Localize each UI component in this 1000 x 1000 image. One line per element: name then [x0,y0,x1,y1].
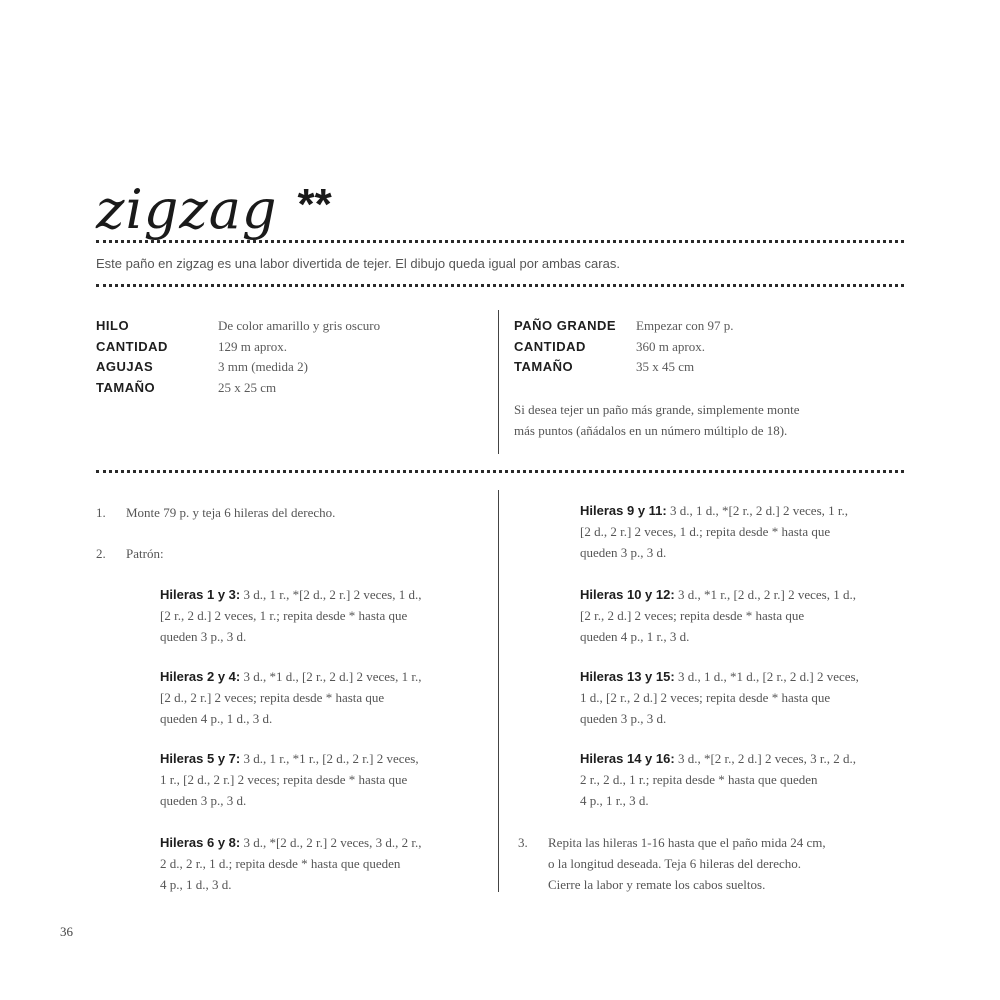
dotted-divider-instructions [96,470,904,473]
step-line: Cierre la labor y remate los cabos sueltos. [548,877,766,892]
step-text: Monte 79 p. y teja 6 hileras del derecho. [126,505,336,520]
spec-value: 35 x 45 cm [636,359,695,374]
row-instruction [160,832,421,895]
row-text: 1 r., [2 d., 2 r.] 2 veces; repita desde * hasta que [160,772,408,787]
row-text: [2 d., 2 r.] 2 veces, 1 d.; repita desde * hasta que [580,524,831,539]
step-text: Patrón: [126,546,164,561]
row-label: Hileras 1 y 3: [160,587,241,602]
row-label: Hileras 14 y 16: [580,751,675,766]
spec-value: 3 mm (medida 2) [218,359,308,374]
row-instruction [580,748,856,811]
spec-row [96,339,380,360]
step-number: 3. [518,835,528,850]
dotted-divider-top [96,240,904,243]
row-text: 3 d., *[2 d., 2 r.] 2 veces, 3 d., 2 r., [240,835,422,850]
large-blanket-note [514,399,884,441]
step-text [548,832,826,895]
row-text: 3 d., 1 r., *[2 d., 2 r.] 2 veces, 1 d., [240,587,422,602]
spec-row [514,339,733,360]
spec-value: 360 m aprox. [636,338,705,354]
spec-key: TAMAÑO [96,379,156,395]
spec-value: De color amarillo y gris oscuro [218,318,381,333]
spec-value: 25 x 25 cm [218,379,277,395]
row-label: Hileras 5 y 7: [160,751,241,766]
row-instruction [160,584,421,647]
row-text: 1 d., [2 r., 2 d.] 2 veces; repita desde * hasta que [580,690,831,705]
step-line: o la longitud deseada. Teja 6 hileras del derecho. [548,856,801,871]
row-label: Hileras 6 y 8: [160,835,241,850]
row-label: Hileras 2 y 4: [160,669,241,684]
row-text: 3 d., 1 d., *[2 r., 2 d.] 2 veces, 1 r., [666,503,848,518]
row-text: queden 4 p., 1 d., 3 d. [160,711,273,726]
row-instruction [580,584,856,647]
step-line: Repita las hileras 1-16 hasta que el paño mida 24 cm, [548,835,826,850]
vertical-divider-instructions [498,490,499,892]
row-text: queden 3 p., 3 d. [160,793,247,808]
spec-key: HILO [96,318,130,333]
row-text: 3 d., *1 d., [2 r., 2 d.] 2 veces, 1 r., [240,669,422,684]
row-text: queden 3 p., 3 d. [160,629,247,644]
spec-row [96,380,380,401]
row-text: 3 d., 1 r., *1 r., [2 d., 2 r.] 2 veces, [240,751,419,766]
instruction-step [518,832,898,898]
intro-text: Este paño en zigzag es una labor divertida de tejer. El dibujo queda igual por ambas caras. [96,256,620,271]
step-number: 1. [96,505,106,520]
spec-key: AGUJAS [96,359,154,374]
spec-key: CANTIDAD [96,338,168,354]
row-text: 3 d., *[2 r., 2 d.] 2 veces, 3 r., 2 d., [674,751,856,766]
row-label: Hileras 13 y 15: [580,669,675,684]
row-text: [2 r., 2 d.] 2 veces; repita desde * hasta que [580,608,805,623]
row-text: 2 r., 2 d., 1 r.; repita desde * hasta que queden [580,772,818,787]
spec-value: Empezar con 97 p. [636,318,734,333]
spec-key: PAÑO GRANDE [514,318,617,333]
row-label: Hileras 9 y 11: [580,503,667,518]
row-text: [2 r., 2 d.] 2 veces, 1 r.; repita desde * hasta que [160,608,408,623]
step-number: 2. [96,546,106,561]
vertical-divider-specs [498,310,499,454]
specs-table-right [514,318,733,380]
spec-row [514,318,733,339]
row-text: [2 d., 2 r.] 2 veces; repita desde * hasta que [160,690,385,705]
row-text: 4 p., 1 r., 3 d. [580,793,649,808]
spec-key: TAMAÑO [514,359,574,374]
instruction-step [96,543,476,565]
row-instruction [580,500,848,563]
row-text: queden 3 p., 3 d. [580,711,667,726]
page-number: 36 [60,924,73,939]
row-text: 4 p., 1 d., 3 d. [160,877,232,892]
row-instruction [160,666,421,729]
row-instruction [580,666,859,729]
row-text: 2 d., 2 r., 1 d.; repita desde * hasta que queden [160,856,401,871]
row-text: 3 d., *1 r., [2 d., 2 r.] 2 veces, 1 d., [674,587,856,602]
spec-row [96,318,380,339]
note-line: más puntos (añádalos en un número múltiplo de 18). [514,423,788,438]
spec-row [514,359,733,380]
row-text: queden 4 p., 1 r., 3 d. [580,629,690,644]
row-text: 3 d., 1 d., *1 d., [2 r., 2 d.] 2 veces, [674,669,859,684]
row-text: queden 3 p., 3 d. [580,545,667,560]
row-label: Hileras 10 y 12: [580,587,675,602]
dotted-divider-intro [96,284,904,287]
page-title: zigzag [96,178,278,241]
spec-key: CANTIDAD [514,338,586,354]
specs-table-left [96,318,380,400]
note-line: Si desea tejer un paño más grande, simplemente monte [514,402,800,417]
spec-value: 129 m aprox. [218,338,287,354]
difficulty-rating: ** [297,180,332,229]
instruction-step [96,502,476,524]
spec-row [96,359,380,380]
row-instruction [160,748,419,811]
